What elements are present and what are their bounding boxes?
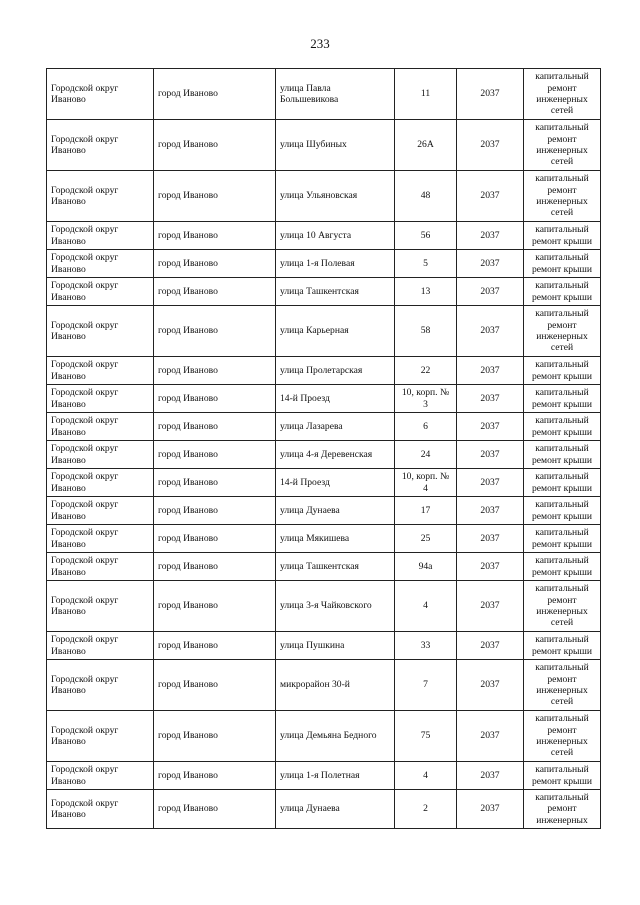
year-cell: 2037 — [457, 581, 524, 632]
work-type-cell: капитальный ремонт инженерных сетей — [524, 171, 601, 222]
district-cell: Городской округ Иваново — [47, 120, 154, 171]
district-cell: Городской округ Иваново — [47, 660, 154, 711]
district-cell: Городской округ Иваново — [47, 469, 154, 497]
work-type-cell: капитальный ремонт крыши — [524, 250, 601, 278]
city-cell: город Иваново — [154, 660, 276, 711]
house-cell: 94а — [395, 553, 457, 581]
street-cell: улица Дунаева — [276, 790, 395, 829]
city-cell: город Иваново — [154, 306, 276, 357]
city-cell: город Иваново — [154, 790, 276, 829]
house-cell: 56 — [395, 222, 457, 250]
street-cell: улица Карьерная — [276, 306, 395, 357]
table-row — [47, 306, 601, 357]
street-cell: улица Ульяновская — [276, 171, 395, 222]
year-cell: 2037 — [457, 790, 524, 829]
district-cell: Городской округ Иваново — [47, 413, 154, 441]
table-row — [47, 469, 601, 497]
work-type-cell: капитальный ремонт крыши — [524, 469, 601, 497]
table-row — [47, 660, 601, 711]
street-cell: улица Павла Большевикова — [276, 69, 395, 120]
work-type-cell: капитальный ремонт инженерных сетей — [524, 711, 601, 762]
district-cell: Городской округ Иваново — [47, 357, 154, 385]
table-row — [47, 357, 601, 385]
city-cell: город Иваново — [154, 581, 276, 632]
street-cell: 14-й Проезд — [276, 469, 395, 497]
house-cell: 33 — [395, 632, 457, 660]
year-cell: 2037 — [457, 413, 524, 441]
work-type-cell: капитальный ремонт крыши — [524, 413, 601, 441]
work-type-cell: капитальный ремонт инженерных сетей — [524, 581, 601, 632]
page-number: 233 — [310, 36, 330, 51]
table-row — [47, 278, 601, 306]
city-cell: город Иваново — [154, 250, 276, 278]
street-cell: улица 1-я Полетная — [276, 762, 395, 790]
work-type-cell: капитальный ремонт крыши — [524, 553, 601, 581]
house-cell: 13 — [395, 278, 457, 306]
year-cell: 2037 — [457, 357, 524, 385]
year-cell: 2037 — [457, 469, 524, 497]
table-row — [47, 250, 601, 278]
district-cell: Городской округ Иваново — [47, 790, 154, 829]
year-cell: 2037 — [457, 171, 524, 222]
table-row — [47, 120, 601, 171]
street-cell: улица Ташкентская — [276, 553, 395, 581]
table-row — [47, 711, 601, 762]
city-cell: город Иваново — [154, 385, 276, 413]
work-type-cell: капитальный ремонт инженерных сетей — [524, 660, 601, 711]
street-cell: улица Дунаева — [276, 497, 395, 525]
house-cell: 10, корп. № 3 — [395, 385, 457, 413]
district-cell: Городской округ Иваново — [47, 581, 154, 632]
house-cell: 26А — [395, 120, 457, 171]
district-cell: Городской округ Иваново — [47, 385, 154, 413]
district-cell: Городской округ Иваново — [47, 250, 154, 278]
year-cell: 2037 — [457, 385, 524, 413]
house-cell: 24 — [395, 441, 457, 469]
work-type-cell: капитальный ремонт инженерных сетей — [524, 306, 601, 357]
table-row — [47, 762, 601, 790]
work-type-cell: капитальный ремонт крыши — [524, 525, 601, 553]
year-cell: 2037 — [457, 441, 524, 469]
year-cell: 2037 — [457, 222, 524, 250]
city-cell: город Иваново — [154, 69, 276, 120]
table-row — [47, 632, 601, 660]
street-cell: улица 3-я Чайковского — [276, 581, 395, 632]
work-type-cell: капитальный ремонт инженерных — [524, 790, 601, 829]
street-cell: улица 4-я Деревенская — [276, 441, 395, 469]
work-type-cell: капитальный ремонт крыши — [524, 497, 601, 525]
year-cell: 2037 — [457, 497, 524, 525]
street-cell: улица Шубиных — [276, 120, 395, 171]
district-cell: Городской округ Иваново — [47, 632, 154, 660]
table-row — [47, 581, 601, 632]
table-row — [47, 222, 601, 250]
district-cell: Городской округ Иваново — [47, 525, 154, 553]
work-type-cell: капитальный ремонт крыши — [524, 278, 601, 306]
street-cell: улица Демьяна Бедного — [276, 711, 395, 762]
work-type-cell: капитальный ремонт крыши — [524, 222, 601, 250]
work-type-cell: капитальный ремонт инженерных сетей — [524, 69, 601, 120]
city-cell: город Иваново — [154, 171, 276, 222]
house-cell: 17 — [395, 497, 457, 525]
year-cell: 2037 — [457, 553, 524, 581]
house-cell: 25 — [395, 525, 457, 553]
house-cell: 58 — [395, 306, 457, 357]
district-cell: Городской округ Иваново — [47, 222, 154, 250]
city-cell: город Иваново — [154, 553, 276, 581]
work-type-cell: капитальный ремонт крыши — [524, 357, 601, 385]
street-cell: улица Мякишева — [276, 525, 395, 553]
district-cell: Городской округ Иваново — [47, 441, 154, 469]
table-row — [47, 413, 601, 441]
district-cell: Городской округ Иваново — [47, 69, 154, 120]
house-cell: 4 — [395, 762, 457, 790]
housing-repair-table — [46, 68, 601, 829]
district-cell: Городской округ Иваново — [47, 553, 154, 581]
work-type-cell: капитальный ремонт крыши — [524, 762, 601, 790]
city-cell: город Иваново — [154, 413, 276, 441]
table-row — [47, 553, 601, 581]
street-cell: 14-й Проезд — [276, 385, 395, 413]
district-cell: Городской округ Иваново — [47, 711, 154, 762]
table-row — [47, 790, 601, 829]
city-cell: город Иваново — [154, 357, 276, 385]
work-type-cell: капитальный ремонт крыши — [524, 632, 601, 660]
year-cell: 2037 — [457, 762, 524, 790]
house-cell: 4 — [395, 581, 457, 632]
house-cell: 11 — [395, 69, 457, 120]
district-cell: Городской округ Иваново — [47, 497, 154, 525]
house-cell: 10, корп. № 4 — [395, 469, 457, 497]
city-cell: город Иваново — [154, 762, 276, 790]
table-row — [47, 385, 601, 413]
city-cell: город Иваново — [154, 222, 276, 250]
district-cell: Городской округ Иваново — [47, 171, 154, 222]
house-cell: 48 — [395, 171, 457, 222]
house-cell: 22 — [395, 357, 457, 385]
year-cell: 2037 — [457, 660, 524, 711]
table-row — [47, 69, 601, 120]
street-cell: улица 1-я Полевая — [276, 250, 395, 278]
street-cell: улица Лазарева — [276, 413, 395, 441]
work-type-cell: капитальный ремонт инженерных сетей — [524, 120, 601, 171]
city-cell: город Иваново — [154, 497, 276, 525]
city-cell: город Иваново — [154, 278, 276, 306]
district-cell: Городской округ Иваново — [47, 278, 154, 306]
table-row — [47, 441, 601, 469]
house-cell: 6 — [395, 413, 457, 441]
work-type-cell: капитальный ремонт крыши — [524, 385, 601, 413]
house-cell: 2 — [395, 790, 457, 829]
street-cell: улица Пролетарская — [276, 357, 395, 385]
year-cell: 2037 — [457, 525, 524, 553]
city-cell: город Иваново — [154, 632, 276, 660]
year-cell: 2037 — [457, 120, 524, 171]
year-cell: 2037 — [457, 278, 524, 306]
year-cell: 2037 — [457, 69, 524, 120]
street-cell: улица 10 Августа — [276, 222, 395, 250]
table-row — [47, 171, 601, 222]
street-cell: микрорайон 30-й — [276, 660, 395, 711]
year-cell: 2037 — [457, 250, 524, 278]
house-cell: 7 — [395, 660, 457, 711]
city-cell: город Иваново — [154, 711, 276, 762]
street-cell: улица Пушкина — [276, 632, 395, 660]
year-cell: 2037 — [457, 711, 524, 762]
house-cell: 5 — [395, 250, 457, 278]
table-row — [47, 525, 601, 553]
year-cell: 2037 — [457, 632, 524, 660]
city-cell: город Иваново — [154, 525, 276, 553]
street-cell: улица Ташкентская — [276, 278, 395, 306]
year-cell: 2037 — [457, 306, 524, 357]
city-cell: город Иваново — [154, 120, 276, 171]
house-cell: 75 — [395, 711, 457, 762]
table-row — [47, 497, 601, 525]
district-cell: Городской округ Иваново — [47, 306, 154, 357]
city-cell: город Иваново — [154, 441, 276, 469]
district-cell: Городской округ Иваново — [47, 762, 154, 790]
city-cell: город Иваново — [154, 469, 276, 497]
work-type-cell: капитальный ремонт крыши — [524, 441, 601, 469]
